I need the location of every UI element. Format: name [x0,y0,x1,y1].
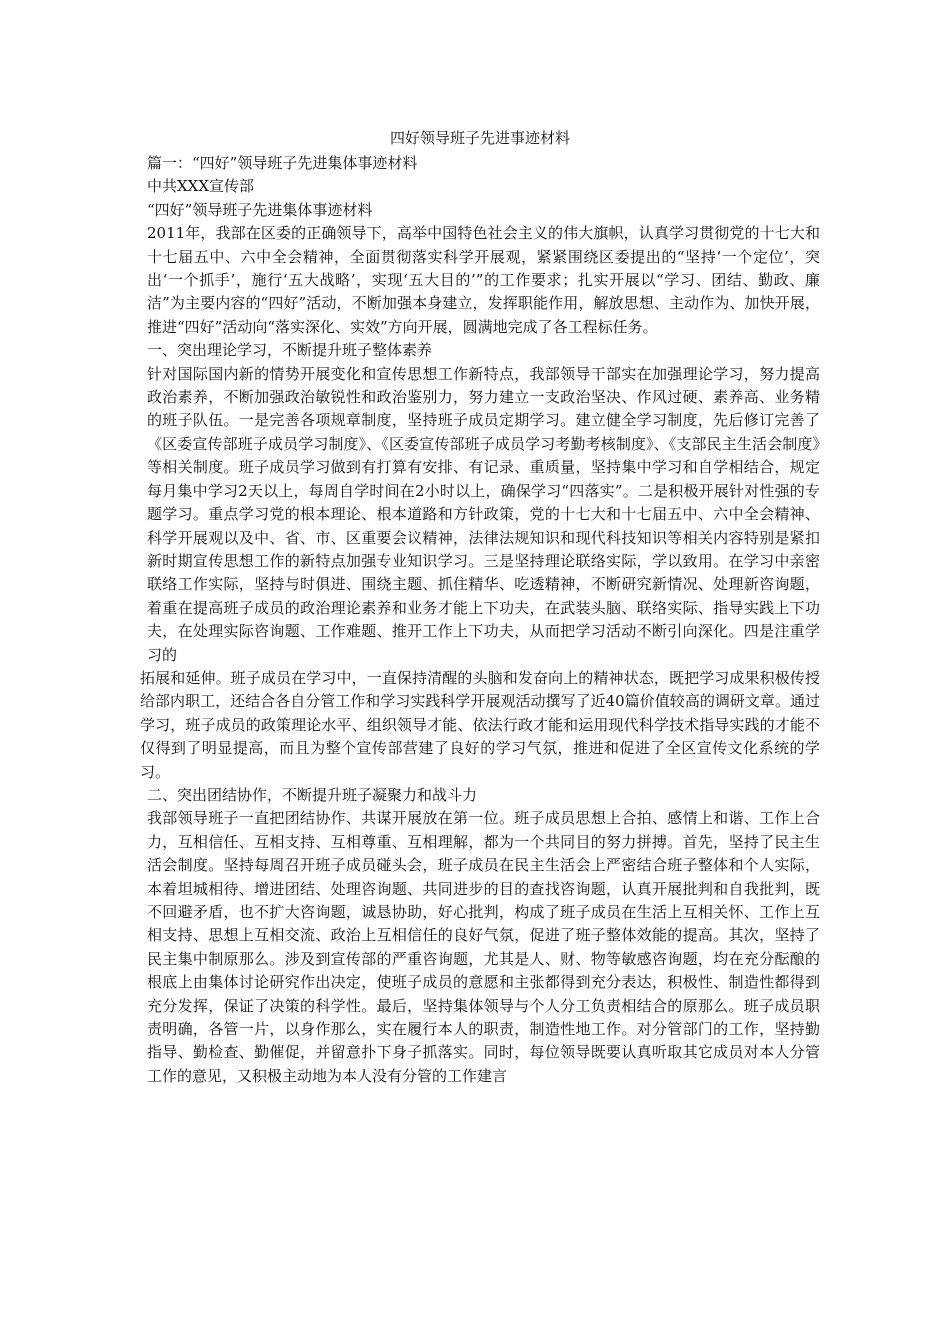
document-title: 四好领导班子先进事迹材料 [389,129,570,147]
document-body [140,152,820,1088]
body-paragraph: 针对国际国内新的情势开展变化和宣传思想工作新特点，我部领导干部实在加强理论学习，努力提高政治素养，不断加强政治敏锐性和政治鉴别力，努力建立一支政治坚决、作风过硬、素养高、业务精的班子队伍。一是完善各项规章制度，坚持班子成员定期学习。建立健全学习制度，先后修订完善了《区委宣传部班子成员学习制度》、《区委宣传部班子成员学习考勤考核制度》、《支部民主生活会制度》等相关制度。班子成员学习做到有打算有安排、有记录、重质量，坚持集中学习和自学相结合，规定每月集中学习2天以上，每周自学时间在2小时以上，确保学习“四落实”。二是积极开展针对性强的专题学习。重点学习党的根本理论、根本道路和方针政策，党的十七大和十七届五中、六中全会精神、科学开展观以及中、省、市、区重要会议精神，法律法规知识和现代科技知识等相关内容特别是紧扣新时期宣传思想工作的新特点加强专业知识学习。三是坚持理论联络实际，学以致用。在学习中亲密联络工作实际，坚持与时俱进、围绕主题、抓住精华、吃透精神，不断研究新情况、处理新咨询题，着重在提高班子成员的政治理论素养和业务才能上下功夫，在武装头脑、联络实际、指导实践上下功夫，在处理实际咨询题、工作难题、推开工作上下功夫，从而把学习活动不断引向深化。四是注重学习的 [147,364,820,664]
author-line: 中共XXX宣传部 [147,177,255,196]
section-heading: 篇一：“四好”领导班子先进集体事迹材料 [147,154,418,172]
body-paragraph: 我部领导班子一直把团结协作、共谋开展放在第一位。班子成员思想上合拍、感情上和谐、工作上合力，互相信任、互相支持、互相尊重、互相理解，都为一个共同目的努力拼搏。首先，坚持了民主生活会制度。坚持每周召开班子成员碰头会，班子成员在民主生活会上严密结合班子整体和个人实际，本着坦城相待、增进团结、处理咨询题、共同进步的目的查找咨询题，认真开展批判和自我批判，既不回避矛盾，也不扩大咨询题，诚恳协助，好心批判，构成了班子成员在生活上互相关怀、工作上互相支持、思想上互相交流、政治上互相信任的良好气氛，促进了班子整体效能的提高。其次，坚持了民主集中制原那么。涉及到宣传部的严重咨询题，尤其是人、财、物等敏感咨询题，均在充分酝酿的根底上由集体讨论研究作出决定，使班子成员的意愿和主张都得到充分表达，积极性、制造性都得到充分发挥，保证了决策的科学性。最后，坚持集体领导与个人分工负责相结合的原那么。班子成员职责明确，各管一片，以身作那么，实在履行本人的职责，制造性地工作。对分管部门的工作，坚持勤指导、勤检查、勤催促，并留意扑下身子抓落实。同时，每位领导既要认真听取其它成员对本人分管工作的意见，又积极主动地为本人没有分管的工作建言 [147,809,820,1085]
subtitle-line: “四好”领导班子先进集体事迹材料 [147,200,373,219]
body-paragraph: 2011年，我部在区委的正确领导下，高举中国特色社会主义的伟大旗帜，认真学习贯彻党的十七大和十七届五中、六中全会精神，全面贯彻落实科学开展观，紧紧围绕区委提出的“坚持‘一个定位’，突出‘一个抓手’，施行‘五大战略’，实现‘五大目的’”的工作要求；扎实开展以“学习、团结、勤政、廉洁”为主要内容的“四好”活动，不断加强本身建立，发挥职能作用，解放思想、主动作为、加快开展，推进“四好”活动向“落实深化、实效”方向开展，圆满地完成了各工程标任务。 [147,224,820,336]
section-heading: 一、突出理论学习，不断提升班子整体素养 [147,341,433,360]
section-heading: 二、突出团结协作，不断提升班子凝聚力和战斗力 [147,785,478,804]
body-paragraph: 拓展和延伸。班子成员在学习中，一直保持清醒的头脑和发奋向上的精神状态，既把学习成果积极传授给部内职工，还结合各自分管工作和学习实践科学开展观活动撰写了近40篇价值较高的调研文章。通过学习，班子成员的政策理论水平、组织领导才能、依法行政才能和运用现代科学技术指导实践的才能不仅得到了明显提高，而且为整个宣传部营建了良好的学习气氛，推进和促进了全区宣传文化系统的学习。 [140,668,820,781]
